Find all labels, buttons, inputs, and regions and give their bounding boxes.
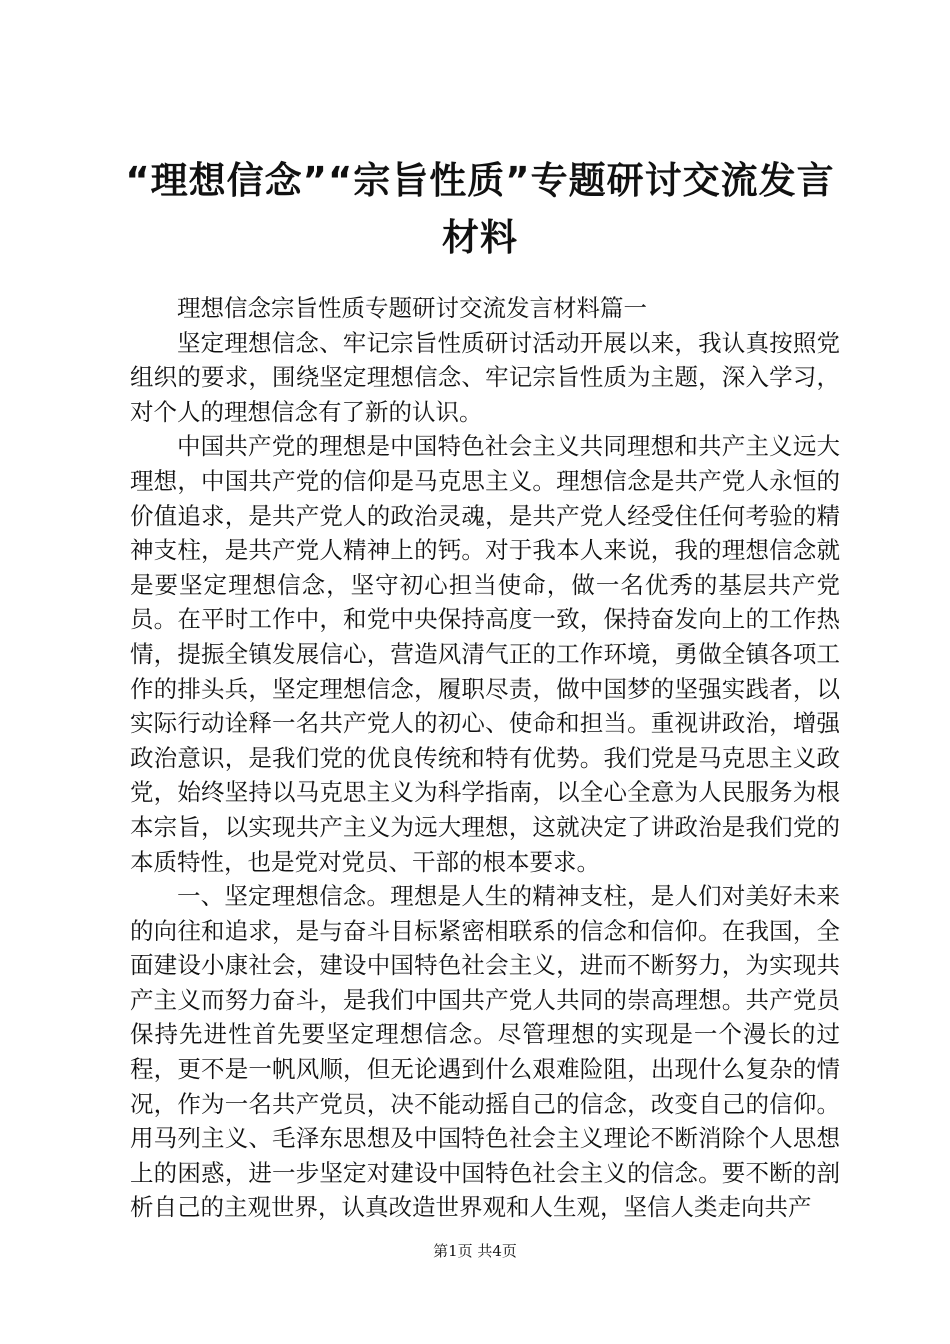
paragraph-1: 坚定理想信念、牢记宗旨性质研讨活动开展以来，我认真按照党组织的要求，围绕坚定理想信念、牢记宗旨性质为主题，深入学习，对个人的理想信念有了新的认识。 (130, 328, 840, 426)
page-footer: 第1页 共4页 (433, 1242, 517, 1260)
paragraph-2: 中国共产党的理想是中国特色社会主义共同理想和共产主义远大理想，中国共产党的信仰是马克思主义。理想信念是共产党人永恒的价值追求，是共产党人的政治灵魂，是共产党人经受住任何考验的精神支柱，是共产党人精神上的钙。对于我本人来说，我的理想信念就是要坚定理想信念，坚守初心担当使命，做一名优秀的基层共产党员。在平时工作中，和党中央保持高度一致，保持奋发向上的工作热情，提振全镇发展信心，营造风清气正的工作环境，勇做全镇各项工作的排头兵，坚定理想信念，履职尽责，做中国梦的坚强实践者，以实际行动诠释一名共产党人的初心、使命和担当。重视讲政治，增强政治意识，是我们党的优良传统和特有优势。我们党是马克思主义政党，始终坚持以马克思主义为科学指南，以全心全意为人民服务为根本宗旨，以实现共产主义为远大理想，这就决定了讲政治是我们党的本质特性，也是党对党员、干部的根本要求。 (130, 432, 840, 876)
document-body (130, 291, 840, 1225)
section-subtitle: 理想信念宗旨性质专题研讨交流发言材料篇一 (177, 294, 647, 322)
paragraph-3: 一、坚定理想信念。理想是人生的精神支柱，是人们对美好未来的向往和追求，是与奋斗目标紧密相联系的信念和信仰。在我国，全面建设小康社会，建设中国特色社会主义，进而不断努力，为实现共产主义而努力奋斗，是我们中国共产党人共同的崇高理想。共产党员保持先进性首先要坚定理想信念。尽管理想的实现是一个漫长的过程，更不是一帆风顺，但无论遇到什么艰难险阻，出现什么复杂的情况，作为一名共产党员，决不能动摇自己的信念，改变自己的信仰。用马列主义、毛泽东思想及中国特色社会主义理论不断消除个人思想上的困惑，进一步坚定对建设中国特色社会主义的信念。要不断的剖析自己的主观世界，认真改造世界观和人生观，坚信人类走向共产 (130, 882, 840, 1222)
document-title: “理想信念”“宗旨性质”专题研讨交流发言材料 (125, 159, 835, 259)
